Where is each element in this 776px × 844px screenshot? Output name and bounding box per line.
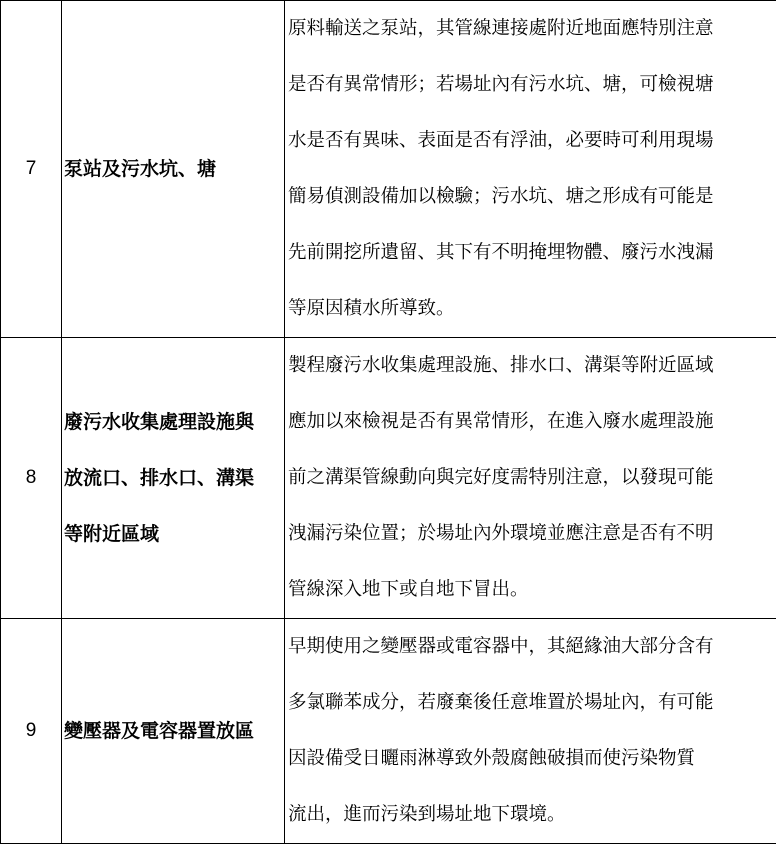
row-number: 9 — [1, 619, 62, 844]
row-number: 7 — [1, 1, 62, 338]
item-name — [62, 619, 285, 844]
description-line: 前之溝渠管線動向與完好度需特別注意，以發現可能 — [288, 450, 776, 506]
description-line: 洩漏污染位置；於場址內外環境並應注意是否有不明 — [288, 506, 776, 562]
description-line: 早期使用之變壓器或電容器中，其絕緣油大部分含有 — [288, 619, 776, 675]
description-line: 應加以來檢視是否有異常情形，在進入廢水處理設施 — [288, 394, 776, 450]
row-number: 8 — [1, 338, 62, 619]
description-line: 水是否有異味、表面是否有浮油，必要時可利用現場 — [288, 113, 776, 169]
item-name-line: 廢污水收集處理設施與 — [64, 394, 282, 450]
item-name — [62, 338, 285, 619]
item-name-line: 泵站及污水坑、塘 — [64, 141, 282, 197]
description-line: 製程廢污水收集處理設施、排水口、溝渠等附近區域 — [288, 338, 776, 394]
table-row — [1, 619, 776, 844]
description-line: 先前開挖所遺留、其下有不明掩埋物體、廢污水洩漏 — [288, 225, 776, 281]
description-line: 因設備受日曬雨淋導致外殼腐蝕破損而使污染物質 — [288, 731, 776, 787]
item-description — [285, 1, 776, 338]
table-row — [1, 338, 776, 619]
item-name — [62, 1, 285, 338]
item-name-line: 變壓器及電容器置放區 — [64, 703, 282, 759]
description-line: 是否有異常情形；若場址內有污水坑、塘，可檢視塘 — [288, 57, 776, 113]
table-row — [1, 1, 776, 338]
description-line: 流出，進而污染到場址地下環境。 — [288, 787, 776, 843]
item-description — [285, 619, 776, 844]
description-line: 管線深入地下或自地下冒出。 — [288, 562, 776, 618]
item-name-line: 放流口、排水口、溝渠 — [64, 450, 282, 506]
description-line: 等原因積水所導致。 — [288, 281, 776, 337]
item-name-line: 等附近區域 — [64, 506, 282, 562]
description-line: 原料輸送之泵站，其管線連接處附近地面應特別注意 — [288, 1, 776, 57]
description-line: 多氯聯苯成分，若廢棄後任意堆置於場址內，有可能 — [288, 675, 776, 731]
item-description — [285, 338, 776, 619]
description-line: 簡易偵測設備加以檢驗；污水坑、塘之形成有可能是 — [288, 169, 776, 225]
